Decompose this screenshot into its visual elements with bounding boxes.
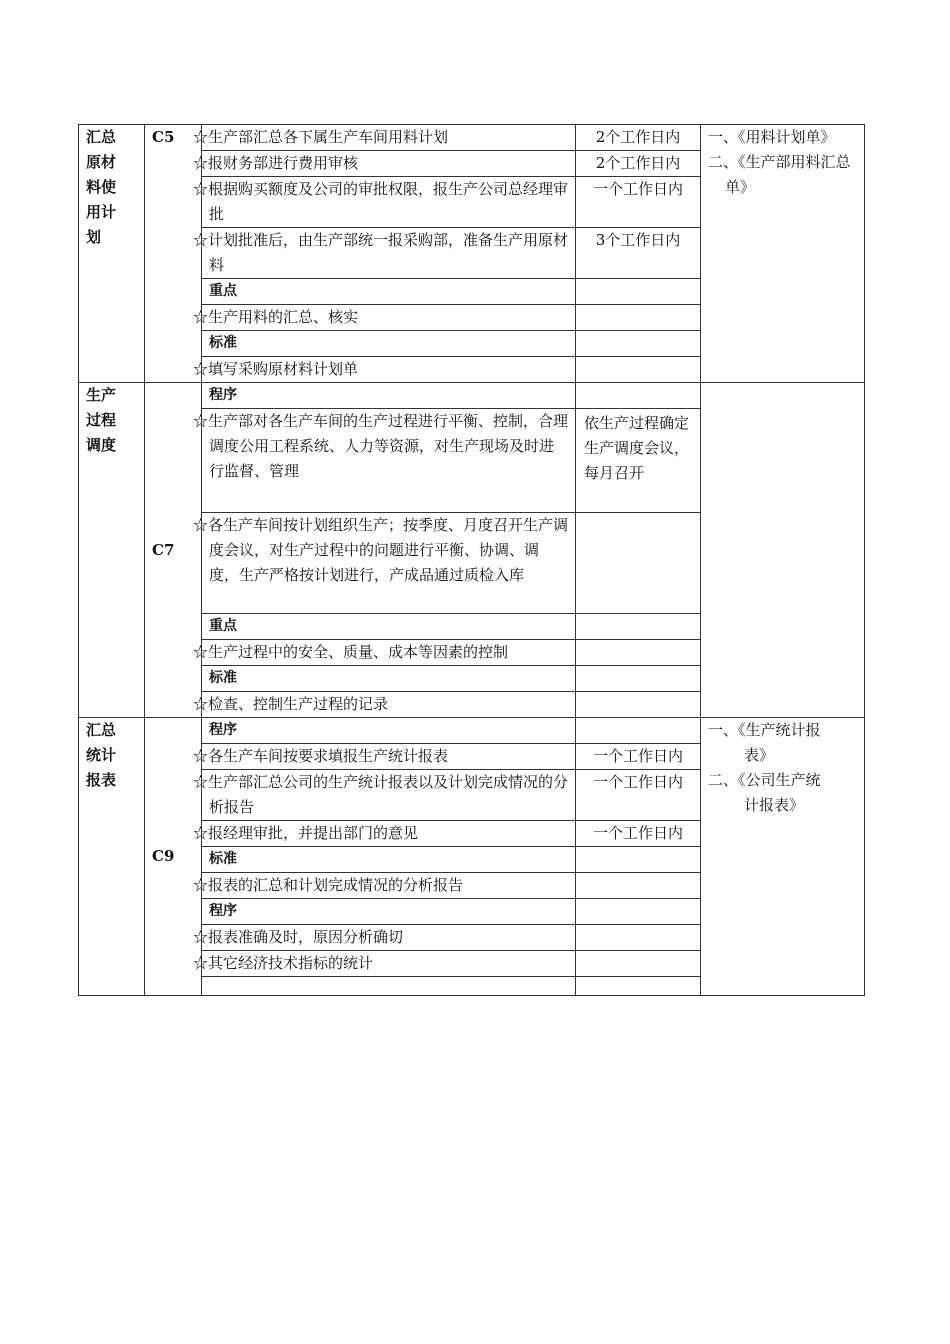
time-limit <box>576 279 701 305</box>
document-item: 二、《公司生产统计报表》 <box>708 771 821 814</box>
time-limit <box>576 718 701 744</box>
section-heading: 标准 <box>202 666 576 692</box>
time-limit <box>576 331 701 357</box>
blank-row <box>202 977 576 996</box>
step-text: ☆各生产车间按计划组织生产；按季度、月度召开生产调度会议，对生产过程中的问题进行平衡、协调、调度，生产严格按计划进行，产成品通过质检入库 <box>202 513 576 614</box>
step-text: ☆检查、控制生产过程的记录 <box>202 692 576 718</box>
step-text: ☆其它经济技术指标的统计 <box>202 951 576 977</box>
time-limit: 一个工作日内 <box>576 744 701 770</box>
section-heading: 标准 <box>202 847 576 873</box>
section-heading: 程序 <box>202 718 576 744</box>
document-item: 一、《用料计划单》 <box>708 128 836 146</box>
time-limit <box>576 899 701 925</box>
step-text: ☆填写采购原材料计划单 <box>202 357 576 383</box>
section-heading: 重点 <box>202 279 576 305</box>
time-limit <box>576 614 701 640</box>
related-documents <box>701 383 865 718</box>
time-limit <box>576 666 701 692</box>
time-limit <box>576 383 701 409</box>
time-limit <box>576 847 701 873</box>
time-limit: 一个工作日内 <box>576 770 701 821</box>
section-name: 汇总 原材 料使 用计 划 <box>79 125 145 383</box>
step-text: ☆各生产车间按要求填报生产统计报表 <box>202 744 576 770</box>
section-name: 汇总 统计 报表 <box>79 718 145 996</box>
time-limit <box>576 640 701 666</box>
document-item: 二、《生产部用料汇总单》 <box>708 153 851 196</box>
time-limit <box>576 977 701 996</box>
step-text: ☆生产部汇总各下属生产车间用料计划 <box>202 125 576 151</box>
step-text: ☆生产过程中的安全、质量、成本等因素的控制 <box>202 640 576 666</box>
step-text: ☆报表的汇总和计划完成情况的分析报告 <box>202 873 576 899</box>
section-heading: 程序 <box>202 383 576 409</box>
section-heading: 重点 <box>202 614 576 640</box>
section-heading: 标准 <box>202 331 576 357</box>
related-documents <box>701 125 865 383</box>
section-code: C9 <box>145 718 202 996</box>
time-limit: 3个工作日内 <box>576 228 701 279</box>
section-name: 生产 过程 调度 <box>79 383 145 718</box>
step-text: ☆报财务部进行费用审核 <box>202 151 576 177</box>
time-limit <box>576 513 701 614</box>
section-code: C5 <box>145 125 202 383</box>
time-limit: 一个工作日内 <box>576 821 701 847</box>
time-limit <box>576 951 701 977</box>
step-text: ☆根据购买额度及公司的审批权限，报生产公司总经理审批 <box>202 177 576 228</box>
step-text: ☆报表准确及时，原因分析确切 <box>202 925 576 951</box>
step-text: ☆报经理审批，并提出部门的意见 <box>202 821 576 847</box>
time-limit: 一个工作日内 <box>576 177 701 228</box>
step-text: ☆计划批准后，由生产部统一报采购部，准备生产用原材料 <box>202 228 576 279</box>
time-limit: 依生产过程确定生产调度会议，每月召开 <box>576 409 701 513</box>
time-limit <box>576 305 701 331</box>
section-heading: 程序 <box>202 899 576 925</box>
time-limit: 2个工作日内 <box>576 125 701 151</box>
document-item: 一、《生产统计报表》 <box>708 721 821 764</box>
related-documents <box>701 718 865 996</box>
step-text: ☆生产部汇总公司的生产统计报表以及计划完成情况的分析报告 <box>202 770 576 821</box>
time-limit <box>576 925 701 951</box>
procedure-table <box>78 124 865 996</box>
time-limit <box>576 873 701 899</box>
step-text: ☆生产用料的汇总、核实 <box>202 305 576 331</box>
section-code: C7 <box>145 383 202 718</box>
time-limit <box>576 357 701 383</box>
time-limit <box>576 692 701 718</box>
time-limit: 2个工作日内 <box>576 151 701 177</box>
step-text: ☆生产部对各生产车间的生产过程进行平衡、控制，合理调度公用工程系统、人力等资源，对生产现场及时进行监督、管理 <box>202 409 576 513</box>
